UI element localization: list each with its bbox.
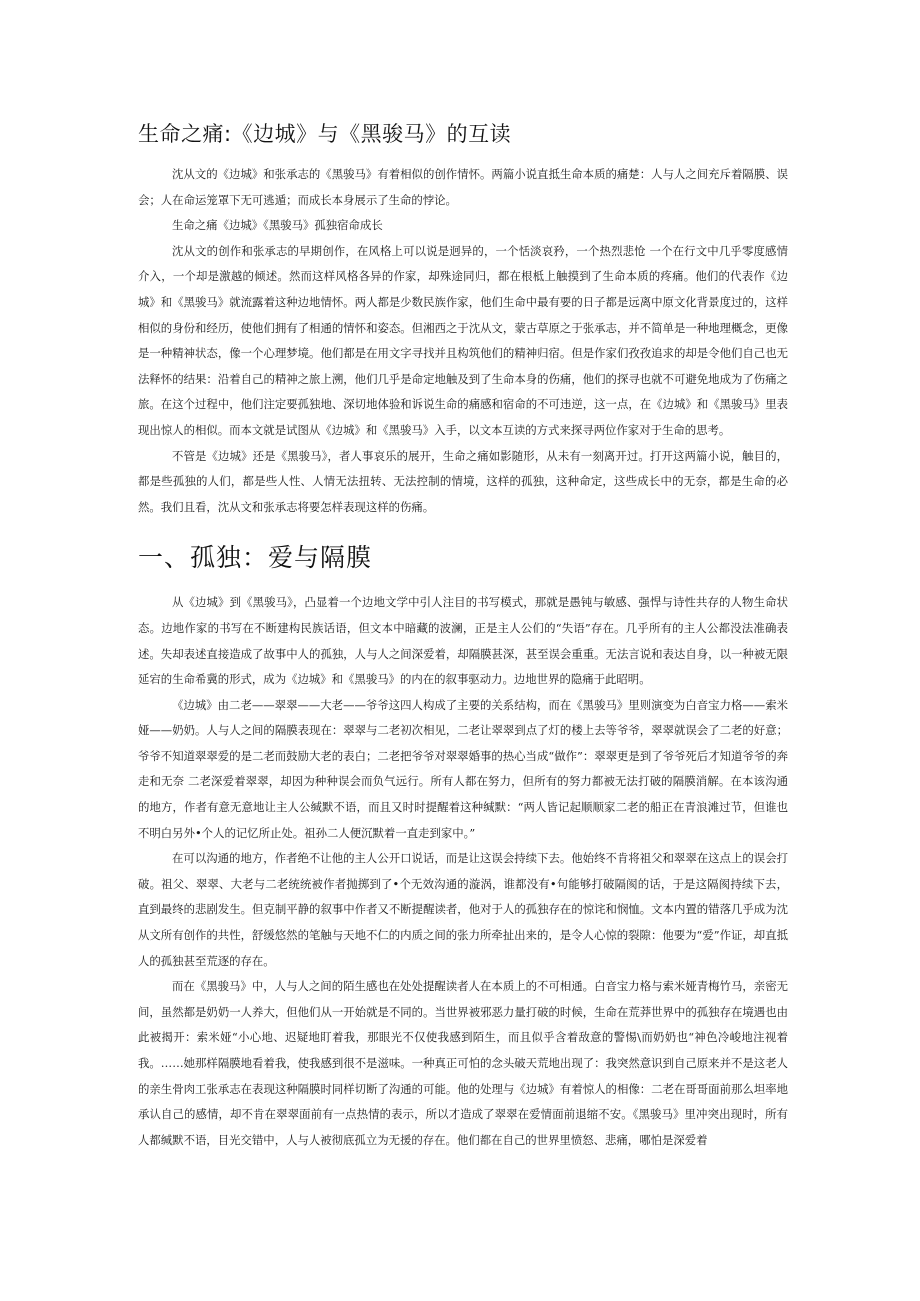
abstract-paragraph: 沈从文的《边城》和张承志的《黑骏马》有着相似的创作情怀。两篇小说直抵生命本质的痛楚：人与人之间充斥着隔膜、误会；人在命运笼罩下无可逃遁；而成长本身展示了生命的悖论。	[138, 167, 788, 207]
body-paragraph: 而在《黑骏马》中，人与人之间的陌生感也在处处提醒读者人在本质上的不可相通。白音宝力格与索米娅青梅竹马，亲密无间，虽然都是奶奶一人养大，但他们从一开始就是不同的。当世界被邪恶力量打破的时候，生命在荒莽世界中的孤独存在境遇也由此被揭开：索米娅“小心地、迟疑地盯着我，那眼光不仅使我感到陌生，而且似乎含着敌意的警惕\而奶奶也“神色冷峻地注视着我。……她那样隔膜地看着我，使我感到很不是滋味。一种真正可怕的念头破天荒地出现了：我突然意识到自己原来并不是这老人的亲生骨肉工张承志在表现这种隔膜时同样切断了沟通的可能。他的处理与《边城》有着惊人的相像：二老在哥哥面前那么坦率地承认自己的感情，却不肯在翠翠面前有一点热情的表示，所以才造成了翠翠在爱情面前退缩不安。《黑骏马》里冲突出现时，所有人都缄默不语，目光交错中，人与人被彻底孤立为无援的存在。他们都在自己的世界里愤怒、悲痛，哪怕是深爱着	[138, 979, 788, 1147]
body-paragraph: 《边城》由二老——翠翠——大老——爷爷这四人构成了主要的关系结构，而在《黑骏马》里则演变为白音宝力格——索米娅——奶奶。人与人之间的隔膜表现在：翠翠与二老初次相见，二老让翠翠到点了灯的楼上去等爷爷，翠翠就误会了二老的好意；爷爷不知道翠翠爱的是二老而鼓励大老的表白；二老把爷爷对翠翠婚事的热心当成“做作”：翠翠更是到了爷爷死后才知道爷爷的奔走和无奈 二老深爱着翠翠，却因为种种误会而负气远行。所有人都在努力，但所有的努力都被无法打破的隔膜消解。在本该沟通的地方，作者有意无意地让主人公缄默不语，而且又时时提醒着这种缄默：“两人皆记起顺顺家二老的船正在青浪滩过节，但谁也不明白另外•个人的记忆所止处。祖孙二人便沉默着一直走到家中。”	[138, 697, 788, 840]
body-paragraph: 从《边城》到《黑骏马》，凸显着一个边地文学中引人注目的书写模式，那就是愚钝与敏感、强悍与诗性共存的人物生命状态。边地作家的书写在不断建构民族话语，但文本中暗藏的波澜，正是主人公们的“失语”存在。几乎所有的主人公都没法准确表述。失却表述直接造成了故事中人的孤独，人与人之间深爱着，却隔膜甚深，甚至误会重重。无法言说和表达自身，以一种被无限延宕的生命希冀的形式，成为《边城》和《黑骏马》的内在的叙事驱动力。边地世界的隐痛于此昭明。	[138, 595, 788, 687]
document-page	[138, 118, 788, 1153]
section-heading: 一、孤独：爱与隔膜	[138, 543, 373, 573]
keywords-line: 生命之痛《边城》《黑骏马》孤独宿命成长	[172, 218, 383, 233]
intro-paragraph: 不管是《边城》还是《黑骏马》，者人事哀乐的展开，生命之痛如影随形，从未有一刻离开过。打开这两篇小说，触目的，都是些孤独的人们，都是些人性、人情无法扭转、无法控制的情境，这样的孤独，这种命定，这些成长中的无奈，都是生命的必然。我们且看，沈从文和张承志将要怎样表现这样的伤痛。	[138, 448, 788, 514]
intro-paragraph: 沈从文的创作和张承志的早期创作，在风格上可以说是迥异的，一个恬淡哀矜，一个热烈悲怆 一个在行文中几乎零度感情介入，一个却是激越的倾述。然而这样风格各异的作家，却殊途同归，都在根柢上触摸到了生命本质的疼痛。他们的代表作《边城》和《黑骏马》就流露着这种边地情怀。两人都是少数民族作家，他们生命中最有要的日子都是远离中原文化背景度过的，这样相似的身份和经历，使他们拥有了相通的情怀和姿态。但湘西之于沈从文，蒙古草原之于张承志，并不简单是一种地理概念，更像是一种精神状态，像一个心理梦境。他们都是在用文字寻找并且构筑他们的精神归宿。但是作家们孜孜追求的却是令他们自己也无法释怀的结果：沿着自己的精神之旅上溯，他们几乎是命定地触及到了生命本身的伤痛，他们的探寻也就不可避免地成为了伤痛之旅。在这个过程中，他们注定要孤独地、深切地体验和诉说生命的痛感和宿命的不可违逆，这一点，在《边城》和《黑骏马》里表现出惊人的相似。而本文就是试图从《边城》和《黑骏马》入手，以文本互读的方式来探寻两位作家对于生命的思考。	[138, 243, 788, 437]
body-paragraph: 在可以沟通的地方，作者绝不让他的主人公开口说话，而是让这误会持续下去。他始终不肯将祖父和翠翠在这点上的误会打破。祖父、翠翠、大老与二老统统被作者抛掷到了•个无效沟通的漩涡，谁都没有•句能够打破隔阂的话，于是这隔阂持续下去，直到最终的悲剧发生。但克制平静的叙事中作者又不断提醒读者，他对于人的孤独存在的惊诧和悯恤。文本内置的错落几乎成为沈从文所有创作的共性，舒缓悠然的笔触与天地不仁的内质之间的张力所牵扯出来的，是令人心惊的裂隙：他要为“爱”作证，却直抵人的孤独甚至荒逐的存在。	[138, 851, 788, 968]
document-title: 生命之痛:《边城》与《黑骏马》的互读	[138, 122, 512, 146]
